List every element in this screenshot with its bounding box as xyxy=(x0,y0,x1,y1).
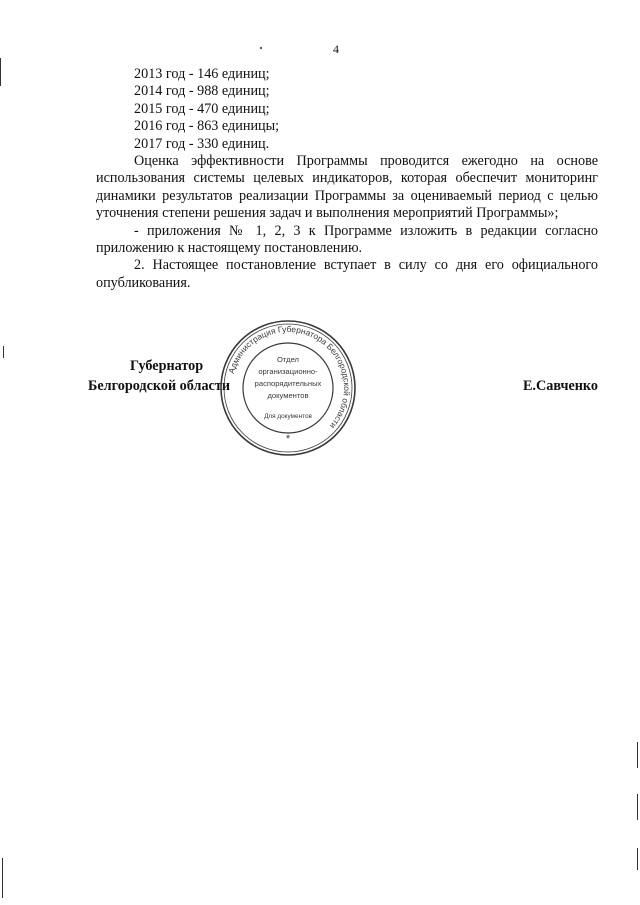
seal-center-line4: документов xyxy=(267,391,309,400)
scan-edge-mark-left-bottom xyxy=(2,858,3,898)
year-line-2014: 2014 год - 988 единиц; xyxy=(134,83,270,100)
signatory-title-line2: Белгородской области xyxy=(88,378,230,394)
scan-edge-mark-left-middle xyxy=(3,346,4,358)
seal-center-line1: Отдел xyxy=(277,355,299,364)
scan-edge-mark-right-1 xyxy=(637,742,638,768)
seal-bottom-text: Для документов xyxy=(264,413,312,420)
scan-edge-mark-right-2 xyxy=(637,794,638,820)
seal-star-icon: * xyxy=(285,433,291,445)
page-number: 4 xyxy=(333,42,339,56)
seal-center-line2: организационно- xyxy=(258,367,318,376)
signatory-title-line1: Губернатор xyxy=(130,358,204,374)
document-body xyxy=(96,66,598,292)
official-seal-stamp xyxy=(218,318,358,458)
signatory-name: Е.Савченко xyxy=(522,378,598,394)
year-line-2016: 2016 год - 863 единицы; xyxy=(134,118,280,135)
paragraph-appendices: - приложения № 1, 2, 3 к Программе изложить в редакции согласно приложению к настоящему постановлению. xyxy=(96,222,598,257)
year-line-2017: 2017 год - 330 единиц. xyxy=(134,135,270,152)
year-line-2013: 2013 год - 146 единиц; xyxy=(134,66,270,82)
year-line-2015: 2015 год - 470 единиц; xyxy=(134,100,270,117)
paragraph-efficiency: Оценка эффективности Программы проводится ежегодно на основе использования системы целевых индикаторов, которая обеспечит мониторинг динамики результатов реализации Программы за оцениваемый период с целью уточнения степени решения задач и выполнения мероприятий Программы»; xyxy=(96,153,598,222)
scan-dot xyxy=(260,47,262,49)
paragraph-effective-date: 2. Настоящее постановление вступает в силу со дня его официального опубликования. xyxy=(96,257,598,291)
scan-edge-mark-right-3 xyxy=(637,848,638,870)
seal-center-line3: распорядительных xyxy=(254,379,322,388)
scan-edge-mark-left-top xyxy=(0,58,1,86)
seal-ring-text: Администрация Губернатора Белгородской области xyxy=(226,323,353,431)
